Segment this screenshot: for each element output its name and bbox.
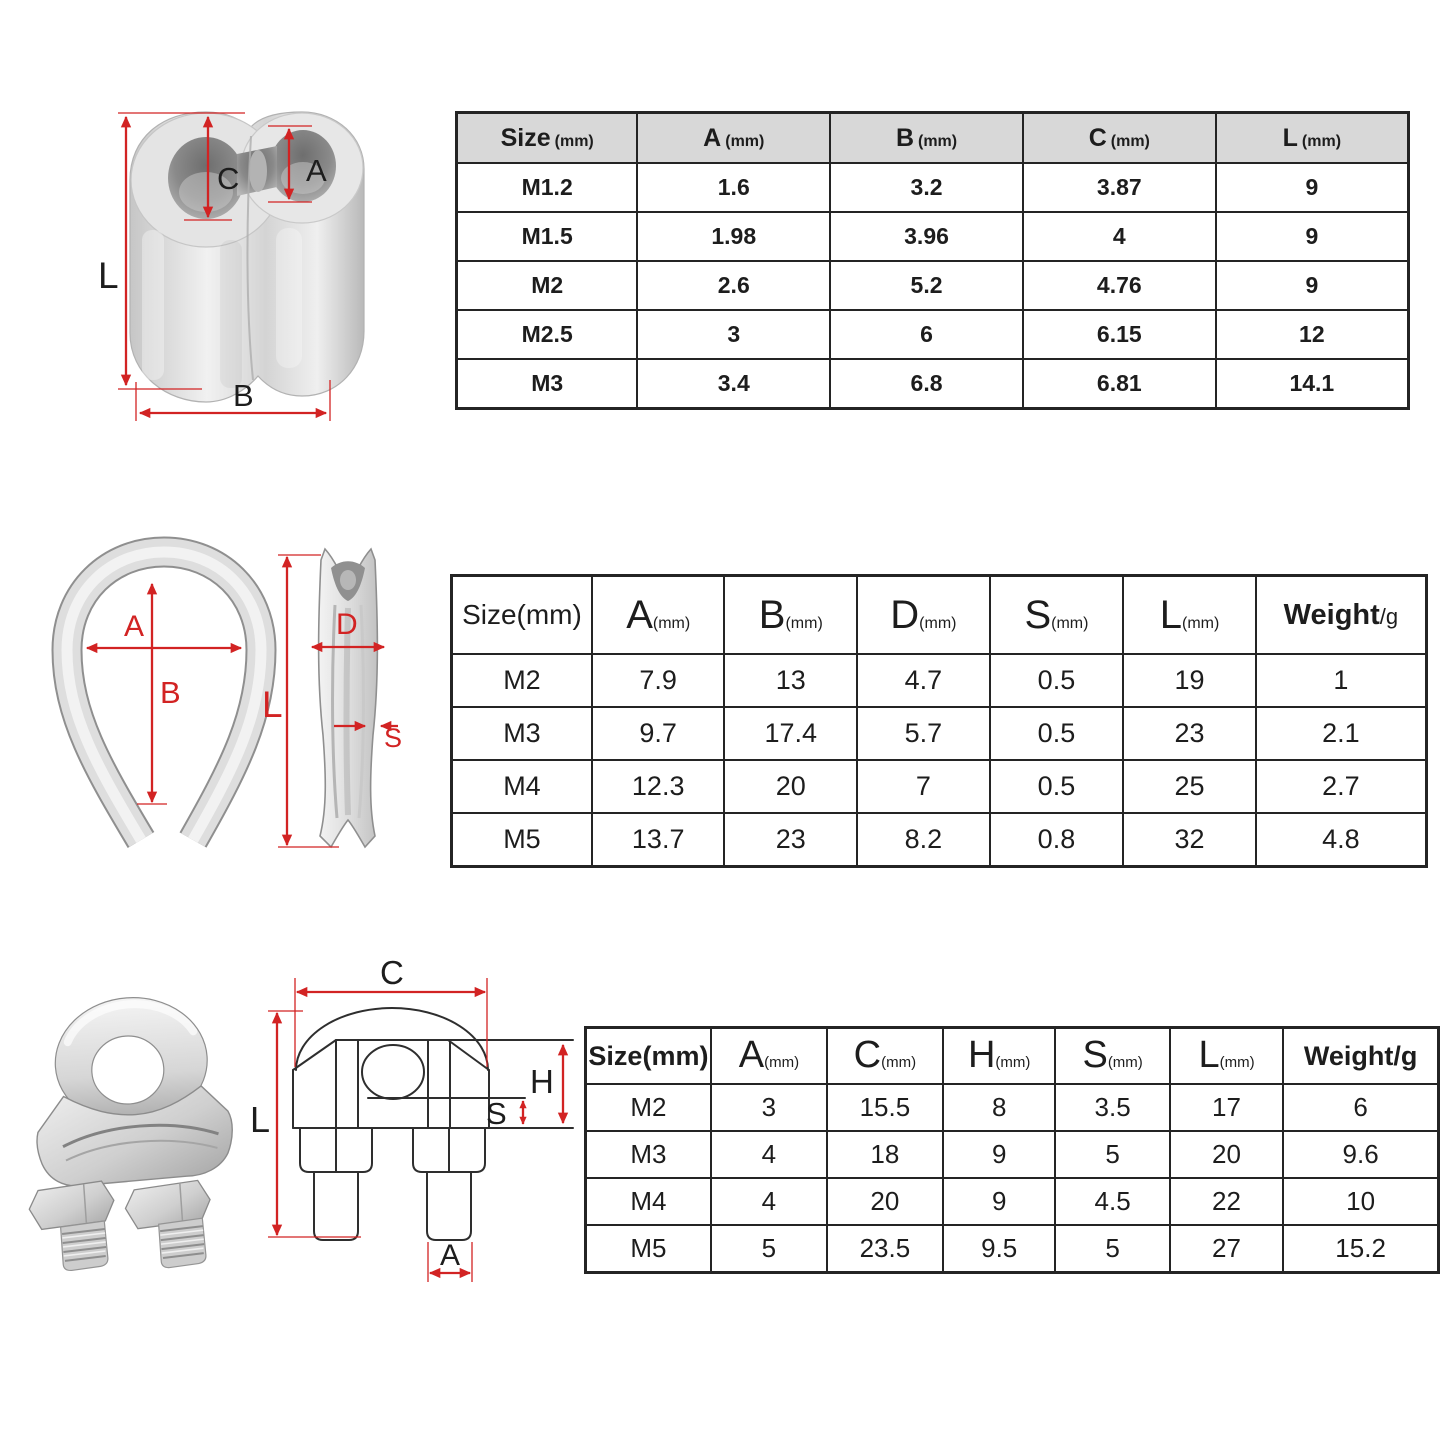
table-cell: 23 [1123,707,1256,760]
dim-label-l: L [250,1099,271,1140]
sleeve-spec-table [455,111,1410,410]
table-cell: 5 [711,1225,827,1273]
table-cell: 20 [1170,1131,1283,1178]
table-row [452,707,1427,760]
table-cell: 5.2 [830,261,1023,310]
row-size-label: M4 [586,1178,711,1225]
table-row [452,654,1427,707]
table-cell: 32 [1123,813,1256,867]
column-header: Weight/g [1283,1028,1438,1085]
table-row [452,760,1427,813]
column-header: H(mm) [943,1028,1056,1085]
column-header: L (mm) [1216,113,1409,164]
clip-diagram [20,950,590,1350]
dim-label-s: S [486,1096,507,1131]
table-row [457,261,1409,310]
table-cell: 25 [1123,760,1256,813]
table-cell: 20 [724,760,857,813]
table-cell: 17 [1170,1084,1283,1131]
table-cell: 9 [943,1131,1056,1178]
row-size-label: M2 [457,261,638,310]
table-cell: 8 [943,1084,1056,1131]
thimble-spec-table [450,574,1428,868]
dim-label-l: L [262,684,283,725]
table-row [457,359,1409,409]
table-cell: 3.96 [830,212,1023,261]
column-header: D(mm) [857,576,990,655]
table-cell: 9 [943,1178,1056,1225]
table-cell: 5 [1055,1225,1169,1273]
header-row [457,113,1409,164]
row-size-label: M1.2 [457,163,638,212]
table-cell: 20 [827,1178,943,1225]
thimble-diagram [40,530,440,870]
table-cell: 22 [1170,1178,1283,1225]
table-cell: 4 [711,1178,827,1225]
row-size-label: M5 [586,1225,711,1273]
table-cell: 13.7 [592,813,725,867]
table-cell: 23.5 [827,1225,943,1273]
table-cell: 17.4 [724,707,857,760]
clip-dimensions [250,954,563,1282]
table-cell: 9.5 [943,1225,1056,1273]
table-cell: 6.15 [1023,310,1216,359]
table-cell: 9.6 [1283,1131,1438,1178]
table-cell: 4 [711,1131,827,1178]
clip-spec-table [584,1026,1440,1274]
table-row [457,163,1409,212]
table-cell: 27 [1170,1225,1283,1273]
column-header: L(mm) [1123,576,1256,655]
table-cell: 0.5 [990,654,1124,707]
thimble-side-view [319,549,378,847]
row-size-label: M1.5 [457,212,638,261]
column-header: L(mm) [1170,1028,1283,1085]
table-row [586,1225,1439,1273]
column-header: S(mm) [990,576,1124,655]
column-header: B(mm) [724,576,857,655]
table-cell: 15.5 [827,1084,943,1131]
table-cell: 5 [1055,1131,1169,1178]
table-cell: 2.7 [1256,760,1427,813]
row-size-label: M2 [452,654,592,707]
table-cell: 4.5 [1055,1178,1169,1225]
dim-label-c: C [380,954,404,991]
row-size-label: M3 [586,1131,711,1178]
table-cell: 1.6 [637,163,830,212]
column-header: A(mm) [592,576,725,655]
table-cell: 7 [857,760,990,813]
dim-label-b: B [233,378,254,413]
table-cell: 3.5 [1055,1084,1169,1131]
table-cell: 6.81 [1023,359,1216,409]
table-cell: 3 [637,310,830,359]
row-size-label: M3 [457,359,638,409]
table-cell: 23 [724,813,857,867]
sleeve-photo [130,112,364,402]
table-cell: 18 [827,1131,943,1178]
table-cell: 4 [1023,212,1216,261]
table-cell: 6 [830,310,1023,359]
row-size-label: M5 [452,813,592,867]
header-row [586,1028,1439,1085]
column-header: Size (mm) [457,113,638,164]
column-header: A (mm) [637,113,830,164]
table-cell: 4.7 [857,654,990,707]
row-size-label: M3 [452,707,592,760]
table-cell: 9.7 [592,707,725,760]
dim-label-a: A [124,610,145,643]
table-cell: 10 [1283,1178,1438,1225]
dim-label-a: A [439,1239,461,1272]
table-cell: 15.2 [1283,1225,1438,1273]
table-cell: 0.5 [990,760,1124,813]
table-cell: 9 [1216,163,1409,212]
table-cell: 3.87 [1023,163,1216,212]
table-cell: 5.7 [857,707,990,760]
table-cell: 4.8 [1256,813,1427,867]
clip-line-drawing [293,1008,573,1240]
dim-label-c: C [217,161,240,196]
column-header: Weight/g [1256,576,1427,655]
table-cell: 19 [1123,654,1256,707]
table-cell: 7.9 [592,654,725,707]
column-header: A(mm) [711,1028,827,1085]
column-header: C(mm) [827,1028,943,1085]
table-row [586,1131,1439,1178]
table-cell: 1.98 [637,212,830,261]
sleeve-diagram [80,80,445,445]
clip-photo [15,991,242,1277]
column-header: Size(mm) [452,576,592,655]
dim-label-d: D [336,608,358,641]
dim-label-l: L [98,255,119,296]
table-cell: 8.2 [857,813,990,867]
table-cell: 9 [1216,261,1409,310]
dim-label-b: B [160,675,181,710]
row-size-label: M2.5 [457,310,638,359]
table-cell: 3.4 [637,359,830,409]
table-cell: 0.5 [990,707,1124,760]
table-cell: 3 [711,1084,827,1131]
table-row [457,212,1409,261]
table-row [457,310,1409,359]
column-header: S(mm) [1055,1028,1169,1085]
column-header: C (mm) [1023,113,1216,164]
table-cell: 2.6 [637,261,830,310]
row-size-label: M2 [586,1084,711,1131]
table-cell: 6.8 [830,359,1023,409]
table-row [452,813,1427,867]
table-cell: 2.1 [1256,707,1427,760]
table-cell: 0.8 [990,813,1124,867]
column-header: Size(mm) [586,1028,711,1085]
dim-label-s: S [384,723,403,753]
table-cell: 1 [1256,654,1427,707]
table-cell: 3.2 [830,163,1023,212]
table-cell: 13 [724,654,857,707]
column-header: B (mm) [830,113,1023,164]
header-row [452,576,1427,655]
table-cell: 4.76 [1023,261,1216,310]
table-cell: 12.3 [592,760,725,813]
dim-label-a: A [306,153,327,188]
row-size-label: M4 [452,760,592,813]
table-cell: 12 [1216,310,1409,359]
table-cell: 9 [1216,212,1409,261]
table-cell: 6 [1283,1084,1438,1131]
table-cell: 14.1 [1216,359,1409,409]
dim-label-h: H [530,1063,554,1100]
table-row [586,1084,1439,1131]
table-row [586,1178,1439,1225]
